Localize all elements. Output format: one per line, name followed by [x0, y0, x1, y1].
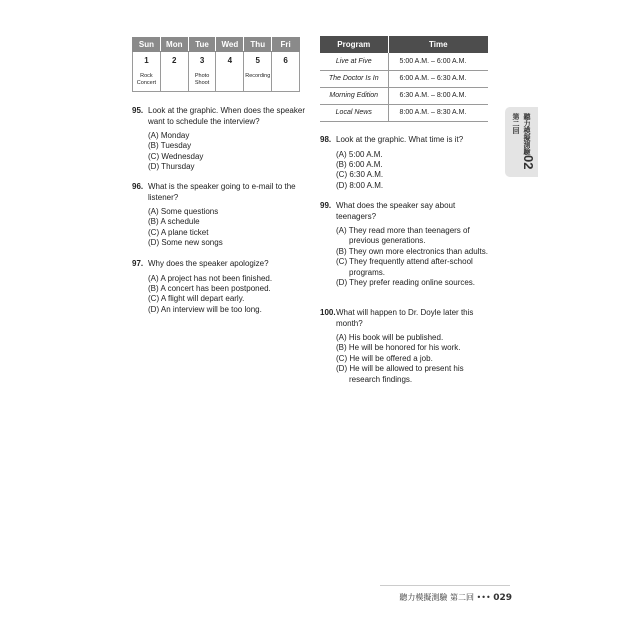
answer-option: (D) He will be allowed to present his research findings. [336, 364, 464, 384]
program-time: 8:00 A.M. – 8:30 A.M. [388, 104, 488, 121]
program-name: Morning Edition [320, 87, 388, 104]
schedule-header: Time [388, 36, 488, 53]
question-text: Why does the speaker apologize? [148, 259, 269, 268]
answer-options [336, 226, 490, 288]
question-number: 96. [132, 182, 144, 191]
question-text: What is the speaker going to e-mail to the listener? [148, 182, 296, 202]
answer-option: (D) Some new songs [148, 238, 223, 248]
answer-option: (A) A project has not been finished. [148, 273, 273, 283]
calendar-event: Photo Shoot [194, 73, 210, 86]
answer-options [148, 207, 307, 249]
program-name: Local News [320, 104, 388, 121]
answer-option: (D) They prefer reading online sources. [336, 278, 476, 288]
question-number: 97. [132, 259, 144, 268]
answer-option: (A) 5:00 A.M. [336, 149, 383, 159]
page-footer [399, 592, 512, 603]
section-side-tab [505, 107, 538, 177]
calendar-cell [160, 52, 188, 92]
calendar-graphic [132, 37, 300, 92]
answer-option: (C) They frequently attend after-school programs. [336, 257, 473, 277]
schedule-row [320, 87, 488, 104]
schedule-header: Program [320, 36, 388, 53]
calendar-day: Mon [160, 38, 188, 52]
question-text: What will happen to Dr. Doyle later this month? [336, 308, 474, 328]
answer-option: (A) They read more than teenagers of previous generations. [336, 226, 470, 246]
calendar-day: Fri [272, 38, 300, 52]
program-time: 6:30 A.M. – 8:00 A.M. [388, 87, 488, 104]
answer-option: (D) Thursday [148, 162, 195, 172]
calendar-day: Tue [188, 38, 216, 52]
question-number: 95. [132, 106, 144, 115]
answer-option: (C) Wednesday [148, 151, 204, 161]
question-97 [132, 259, 307, 315]
side-tab-subtitle: 第二回 [512, 113, 520, 134]
schedule-row [320, 53, 488, 70]
question-number: 98. [320, 135, 332, 144]
page-number: 029 [493, 593, 512, 603]
answer-option: (B) They own more electronics than adults. [336, 246, 488, 256]
schedule-row [320, 104, 488, 121]
answer-option: (A) Some questions [148, 207, 219, 216]
calendar-date: 5 [255, 56, 260, 65]
calendar-date-row [133, 52, 300, 92]
answer-option: (A) Monday [148, 131, 190, 140]
side-tab-title: 聽力模擬測驗 [523, 113, 531, 155]
question-96 [132, 182, 307, 249]
answer-option: (B) 6:00 A.M. [336, 159, 383, 169]
answer-option: (C) He will be offered a job. [336, 353, 433, 363]
calendar-cell [272, 52, 300, 92]
question-number: 99. [320, 201, 332, 210]
program-time: 6:00 A.M. – 6:30 A.M. [388, 70, 488, 87]
calendar-cell [188, 52, 216, 92]
footer-separator: ••• [476, 593, 491, 602]
calendar-day: Thu [244, 38, 272, 52]
question-95 [132, 106, 307, 173]
answer-option: (C) 6:30 A.M. [336, 170, 384, 180]
question-text: What does the speaker say about teenagers? [336, 201, 456, 221]
calendar-cell [216, 52, 244, 92]
calendar-date: 1 [144, 56, 149, 65]
side-tab-number: 02 [521, 155, 536, 170]
answer-options [148, 131, 307, 173]
answer-option: (B) Tuesday [148, 141, 192, 151]
calendar-event: Rock Concert [136, 73, 157, 86]
answer-options [148, 274, 307, 316]
question-100 [320, 308, 490, 385]
program-schedule-graphic [320, 36, 488, 122]
schedule-header-row [320, 36, 488, 53]
program-time: 5:00 A.M. – 6:00 A.M. [388, 53, 488, 70]
answer-options [336, 150, 490, 192]
footer-label: 聽力模擬測驗 第二回 [399, 593, 474, 602]
question-99 [320, 201, 490, 288]
question-text: Look at the graphic. When does the speaker want to schedule the interview? [148, 106, 305, 126]
answer-option: (C) A plane ticket [148, 227, 209, 237]
calendar-header-row [133, 38, 300, 52]
calendar-day: Wed [216, 38, 244, 52]
calendar-date: 4 [227, 56, 233, 65]
answer-option: (A) His book will be published. [336, 333, 444, 342]
calendar-date: 6 [283, 56, 288, 65]
answer-option: (B) A concert has been postponed. [148, 283, 271, 293]
program-name: Live at Five [320, 53, 388, 70]
answer-option: (D) 8:00 A.M. [336, 180, 384, 190]
answer-option: (B) He will be honored for his work. [336, 343, 461, 353]
question-text: Look at the graphic. What time is it? [336, 135, 464, 144]
answer-option: (B) A schedule [148, 217, 200, 227]
footer-divider [380, 585, 510, 586]
calendar-event: Recording [245, 73, 271, 79]
answer-options [336, 333, 490, 385]
program-name: The Doctor Is In [320, 70, 388, 87]
answer-option: (C) A flight will depart early. [148, 294, 245, 304]
schedule-row [320, 70, 488, 87]
question-number: 100. [320, 308, 336, 317]
calendar-cell [244, 52, 272, 92]
calendar-day: Sun [133, 38, 161, 52]
calendar-cell [133, 52, 161, 92]
answer-option: (D) An interview will be too long. [148, 304, 262, 314]
question-98 [320, 135, 490, 191]
calendar-date: 2 [172, 56, 177, 65]
calendar-date: 3 [199, 56, 205, 65]
